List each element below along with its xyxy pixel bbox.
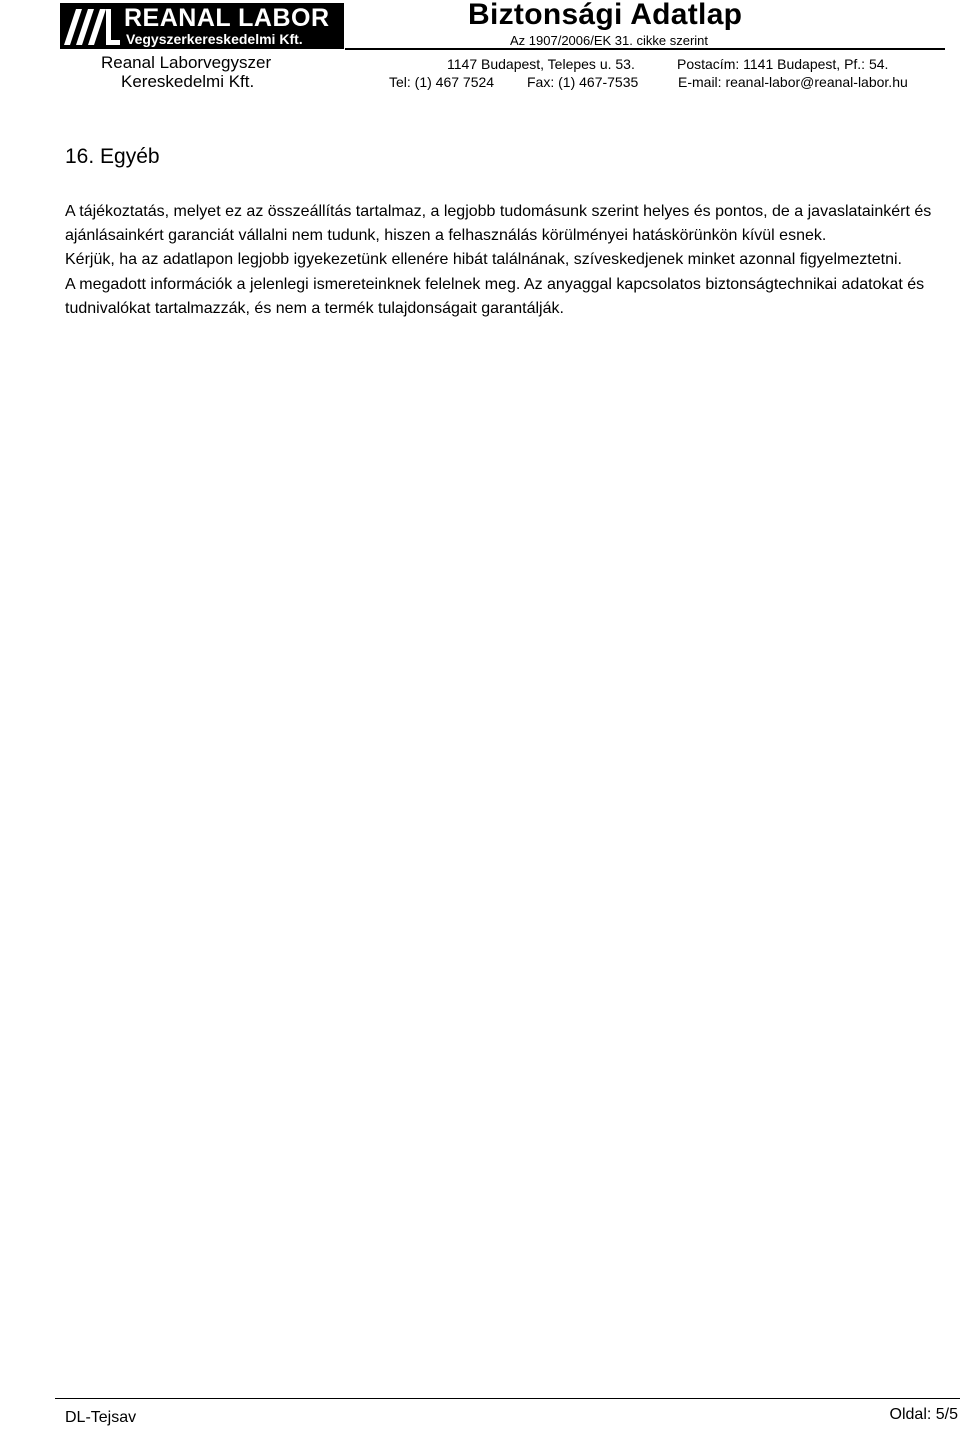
logo-name: REANAL LABOR [124,4,330,32]
footer-divider [55,1398,960,1399]
company-phone: Tel: (1) 467 7524 [389,74,495,90]
paragraph-disclaimer: A tájékoztatás, melyet ez az összeállítás tartalmaz, a legjobb tudomásunk szerint helyes és pontos, de a javaslatainkért és ajánlásainkért garanciát vállalni nem tudunk, hiszen a felhasználás körülményei hatáskörünkön kívül esnek. [65,203,932,245]
logo-subtitle: Vegyszerkereskedelmi Kft. [126,31,303,47]
company-name-line2: Kereskedelmi Kft. [121,72,255,91]
paragraph-error-report: Kérjük, ha az adatlapon legjobb igyekezetünk ellenére hibát találnának, szíveskedjenek minket azonnal figyelmeztetni. [65,251,902,269]
company-logo [60,3,344,49]
company-postal-address: Postacím: 1141 Budapest, Pf.: 54. [677,56,889,72]
section-body [65,200,945,321]
document-title: Biztonsági Adatlap [468,0,743,31]
footer-product-name: DL-Tejsav [65,1409,137,1426]
company-name-line1: Reanal Laborvegyszer [101,53,272,72]
section-heading: 16. Egyéb [65,145,160,168]
company-fax: Fax: (1) 467-7535 [527,74,639,90]
paragraph-information-scope: A megadott információk a jelenlegi ismereteinknek felelnek meg. Az anyaggal kapcsolatos biztonságtechnikai adatokat és tudnivalókat tartalmazzák, és nem a termék tulajdonságait garantálják. [65,275,925,317]
company-address: 1147 Budapest, Telepes u. 53. [447,56,635,72]
reanal-logo-icon [62,5,122,47]
header-divider [345,48,945,50]
footer-page-number: Oldal: 5/5 [889,1406,958,1423]
document-subtitle: Az 1907/2006/EK 31. cikke szerint [510,33,709,48]
company-email: E-mail: reanal-labor@reanal-labor.hu [678,74,908,90]
